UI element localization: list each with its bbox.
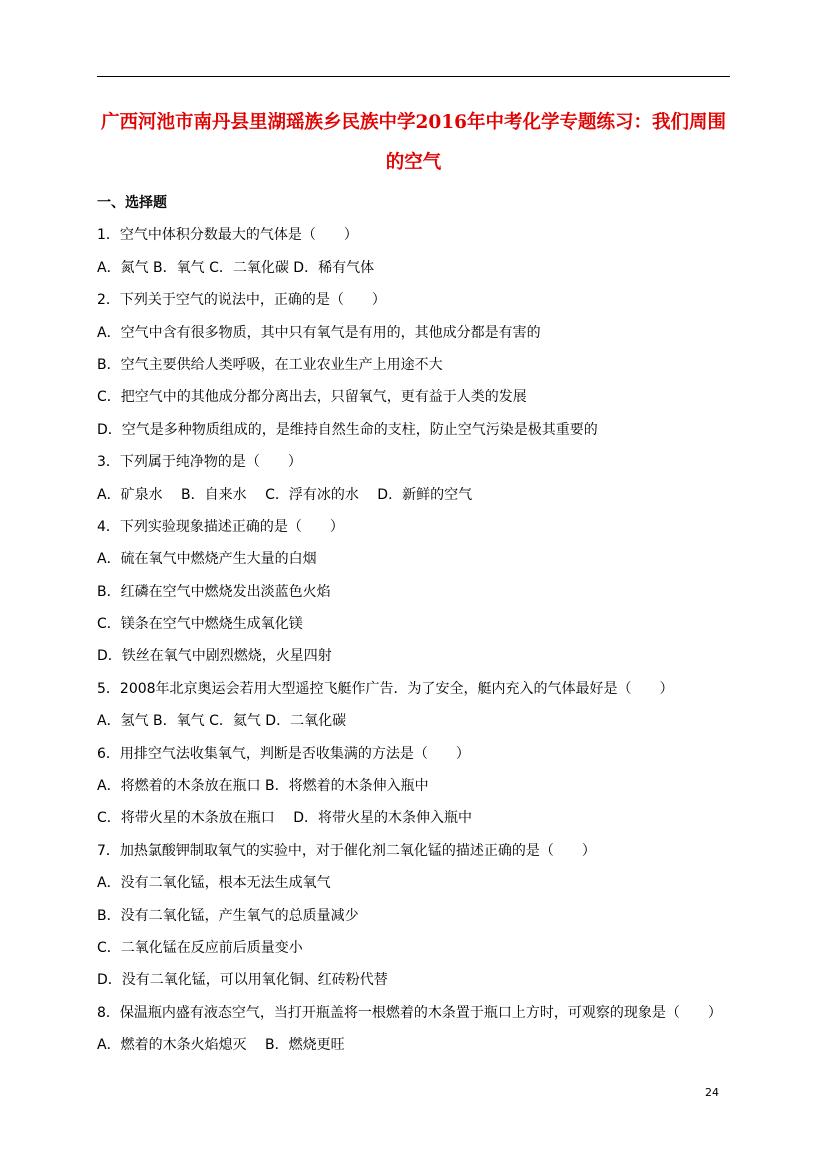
question-2: 2．下列关于空气的说法中，正确的是（ ） (97, 292, 386, 309)
question-4-option-c: C．镁条在空气中燃烧生成氧化镁 (97, 616, 303, 633)
header-rule (97, 76, 730, 77)
question-7-option-a: A．没有二氧化锰，根本无法生成氧气 (97, 875, 331, 892)
question-1: 1．空气中体积分数最大的气体是（ ） (97, 227, 358, 244)
question-3: 3．下列属于纯净物的是（ ） (97, 454, 302, 471)
document-title: 广西河池市南丹县里湖瑶族乡民族中学2016年中考化学专题练习：我们周围的空气 (101, 112, 726, 173)
question-1-options: A．氮气 B．氧气 C．二氧化碳 D．稀有气体 (97, 259, 375, 276)
question-6-options-ab: A．将燃着的木条放在瓶口 B．将燃着的木条伸入瓶中 (97, 778, 429, 795)
question-6-options-cd: C．将带火星的木条放在瓶口 D．将带火星的木条伸入瓶中 (97, 810, 473, 827)
question-6: 6．用排空气法收集氧气，判断是否收集满的方法是（ ） (97, 745, 470, 762)
question-4-option-d: D．铁丝在氧气中剧烈燃烧，火星四射 (97, 648, 332, 665)
section-title: 一、选择题 (97, 195, 167, 211)
question-4-option-a: A．硫在氧气中燃烧产生大量的白烟 (97, 551, 317, 568)
question-8-options: A．燃着的木条火焰熄灭 B．燃烧更旺 (97, 1037, 345, 1054)
question-7-option-c: C．二氧化锰在反应前后质量变小 (97, 939, 303, 956)
question-2-option-b: B．空气主要供给人类呼吸，在工业农业生产上用途不大 (97, 356, 443, 373)
question-8: 8．保温瓶内盛有液态空气，当打开瓶盖将一根燃着的木条置于瓶口上方时，可观察的现象是（ ） (97, 1004, 722, 1021)
question-7-option-d: D．没有二氧化锰，可以用氧化铜、红砖粉代替 (97, 972, 388, 989)
question-7: 7．加热氯酸钾制取氧气的实验中，对于催化剂二氧化锰的描述正确的是（ ） (97, 842, 596, 859)
question-2-option-c: C．把空气中的其他成分都分离出去，只留氧气，更有益于人类的发展 (97, 389, 527, 406)
question-2-option-a: A．空气中含有很多物质，其中只有氧气是有用的，其他成分都是有害的 (97, 324, 541, 341)
question-2-option-d: D．空气是多种物质组成的，是维持自然生命的支柱，防止空气污染是极其重要的 (97, 421, 598, 438)
question-4: 4．下列实验现象描述正确的是（ ） (97, 518, 344, 535)
page-number: 24 (705, 1086, 719, 1099)
question-4-option-b: B．红磷在空气中燃烧发出淡蓝色火焰 (97, 583, 331, 600)
question-7-option-b: B．没有二氧化锰，产生氧气的总质量减少 (97, 907, 359, 924)
question-5: 5．2008年北京奥运会若用大型遥控飞艇作广告．为了安全，艇内充入的气体最好是（ ） (97, 680, 674, 697)
question-5-options: A．氢气 B．氧气 C．氦气 D．二氧化碳 (97, 713, 347, 730)
question-3-options: A．矿泉水 B．自来水 C．浮有冰的水 D．新鲜的空气 (97, 486, 473, 503)
document-body (97, 187, 737, 1062)
